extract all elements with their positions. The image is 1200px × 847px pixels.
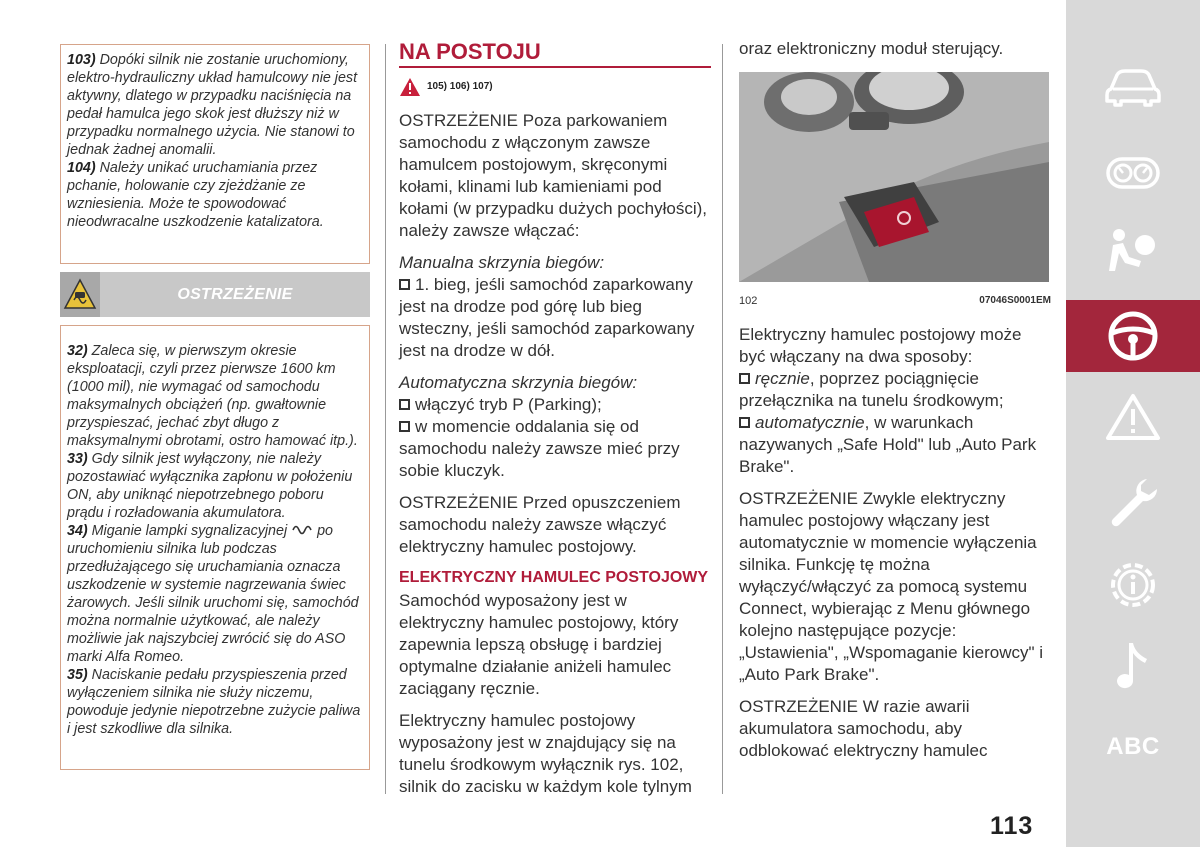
checkbox-icon bbox=[399, 421, 410, 432]
right-item-1: ręcznie, poprzez pociągnięcie przełącznika na tunelu środkowym; bbox=[739, 369, 1004, 410]
manual-item: 1. bieg, jeśli samochód zaparkowany jest na drodze pod górę lub bieg wsteczny, jeśli samochód zaparkowany jest na drodze w dół. bbox=[399, 275, 695, 360]
paragraph-2: OSTRZEŻENIE Przed opuszczeniem samochodu należy zawsze włączyć elektryczny hamulec postojowy. bbox=[399, 493, 681, 556]
warning-triangle-icon bbox=[1105, 392, 1161, 442]
notes-box bbox=[60, 44, 370, 264]
manual-label: Manualna skrzynia biegów: bbox=[399, 253, 605, 272]
auto-item-2: w momencie oddalania się od samochodu należy zawsze mieć przy sobie kluczyk. bbox=[399, 417, 680, 480]
figure-caption bbox=[739, 294, 1051, 308]
auto-label: Automatyczna skrzynia biegów: bbox=[399, 373, 638, 392]
car-icon bbox=[1105, 67, 1161, 107]
sidebar-safety[interactable] bbox=[1066, 216, 1200, 286]
chapter-sidebar bbox=[1066, 0, 1200, 847]
figure-code: 07046S0001EM bbox=[979, 295, 1051, 306]
glow-plug-icon bbox=[291, 524, 313, 536]
warning-32: 32) Zaleca się, w pierwszym okresie eksploatacji, czyli przez pierwsze 1600 km (1000 mil), nie wymagać od samochodu maksymalnych obciążeń (np. gwałtownie przyspieszać, jechać zbyt długo z maksymalnymi obrotami, ostro hamować itp.). bbox=[67, 343, 358, 449]
refs-text: 105) 106) 107) bbox=[427, 81, 493, 92]
right-paragraph-1: Elektryczny hamulec postojowy może być włączany na dwa sposoby: bbox=[739, 325, 1022, 366]
sidebar-maintenance[interactable] bbox=[1066, 466, 1200, 536]
slippery-road-warning-icon bbox=[60, 272, 100, 317]
music-note-icon bbox=[1113, 637, 1153, 693]
subheading: ELEKTRYCZNY HAMULEC POSTOJOWY bbox=[399, 569, 709, 586]
warning-box bbox=[60, 325, 370, 770]
middle-column bbox=[399, 38, 711, 808]
checkbox-icon bbox=[739, 417, 750, 428]
abc-label: ABC bbox=[1106, 733, 1160, 760]
sidebar-index[interactable] bbox=[1066, 712, 1200, 782]
sidebar-dashboard[interactable] bbox=[1066, 138, 1200, 208]
checkbox-icon bbox=[739, 373, 750, 384]
page-number: 113 bbox=[990, 812, 1034, 840]
warning-header bbox=[60, 272, 370, 317]
figure-number: 102 bbox=[739, 295, 758, 307]
settings-info-icon bbox=[1105, 557, 1161, 613]
dashboard-icon bbox=[1105, 153, 1161, 193]
paragraph-3: Samochód wyposażony jest w elektryczny hamulec postojowy, który zapewnia lepszą obsługę i bardziej optymalne działanie aniżeli hamulec zaciągany ręcznie. bbox=[399, 591, 679, 698]
sidebar-multimedia[interactable] bbox=[1066, 630, 1200, 700]
sidebar-driving-active[interactable] bbox=[1066, 300, 1200, 372]
paragraph-4: Elektryczny hamulec postojowy wyposażony jest w znajdujący się na tunelu środkowym wyłącznik rys. 102, silnik do zacisku w każdym kole tylnym bbox=[399, 711, 692, 796]
wrench-icon bbox=[1105, 473, 1161, 529]
warning-34: 34) Miganie lampki sygnalizacyjnej po uruchomieniu silnika lub podczas przedłużającego się uruchamiania oznacza uszkodzenie w systemie nagrzewania świec żarowych. Jeśli silnik uruchomi się, samochód można normalnie użytkować, ale należy możliwie jak najszybciej zwrócić się do ASO marki Alfa Romeo. bbox=[67, 523, 359, 665]
column-divider-1 bbox=[385, 44, 386, 794]
right-intro: oraz elektroniczny moduł sterujący. bbox=[739, 39, 1004, 58]
paragraph-1: OSTRZEŻENIE Poza parkowaniem samochodu z włączonym zawsze hamulcem postojowym, skręconymi kołami, klinami lub kamieniami pod kołami (w przypadku dużych pochyłości), należy zawsze włączać: bbox=[399, 111, 708, 240]
heading-underline bbox=[399, 66, 711, 68]
right-paragraph-3: OSTRZEŻENIE W razie awarii akumulatora samochodu, aby odblokować elektryczny hamulec bbox=[739, 697, 988, 760]
warning-33: 33) Gdy silnik jest wyłączony, nie należy pozostawiać wyłącznika zapłonu w położeniu ON, aby uniknąć niepotrzebnego poboru prądu i rozładowania akumulatora. bbox=[67, 451, 353, 521]
auto-item-1: włączyć tryb P (Parking); bbox=[399, 394, 711, 416]
note-103: 103) Dopóki silnik nie zostanie uruchomiony, elektro-hydrauliczny układ hamulcowy nie jest aktywny, dlatego w przypadku naciśnięcia na pedał hamulca jego skok jest dłuższy niż w przypadku normalnego użycia. Nie stanowi to jednak żadnej anomalii. bbox=[67, 52, 358, 158]
section-heading: NA POSTOJU bbox=[399, 39, 541, 64]
steering-wheel-icon bbox=[1106, 309, 1160, 363]
refs-row bbox=[399, 74, 711, 100]
sidebar-warnings[interactable] bbox=[1066, 382, 1200, 452]
right-item-2: automatycznie, w warunkach nazywanych „Safe Hold" lub „Auto Park Brake". bbox=[739, 413, 1037, 476]
sidebar-car[interactable] bbox=[1066, 52, 1200, 122]
checkbox-icon bbox=[399, 279, 410, 290]
warning-triangle-icon bbox=[399, 77, 421, 97]
note-104: 104) Należy unikać uruchamiania przez pchanie, holowanie czy zjeżdżanie ze wzniesienia. Może te spowodować nieodwracalne uszkodzenie katalizatora. bbox=[67, 160, 324, 230]
warning-35: 35) Naciskanie pedału przyspieszenia przed wyłączeniem silnika nie służy niczemu, powoduje jedynie niepotrzebne zużycie paliwa i jest szkodliwe dla silnika. bbox=[67, 667, 361, 737]
sidebar-technical-data[interactable] bbox=[1066, 550, 1200, 620]
figure-102 bbox=[739, 72, 1049, 282]
right-column bbox=[739, 38, 1051, 772]
parking-brake-photo bbox=[739, 72, 1049, 282]
airbag-icon bbox=[1105, 223, 1161, 279]
checkbox-icon bbox=[399, 399, 410, 410]
warning-title: OSTRZEŻENIE bbox=[177, 286, 293, 303]
right-paragraph-2: OSTRZEŻENIE Zwykle elektryczny hamulec postojowy włączany jest automatycznie w momencie wyłączenia silnika. Funkcję tę można wyłączyć/włączyć za pomocą systemu Connect, wybierając z Menu głównego kolejno następujące pozycje: „Ustawienia", „Wspomaganie kierowcy" i „Auto Park Brake". bbox=[739, 489, 1043, 684]
column-divider-2 bbox=[722, 44, 723, 794]
